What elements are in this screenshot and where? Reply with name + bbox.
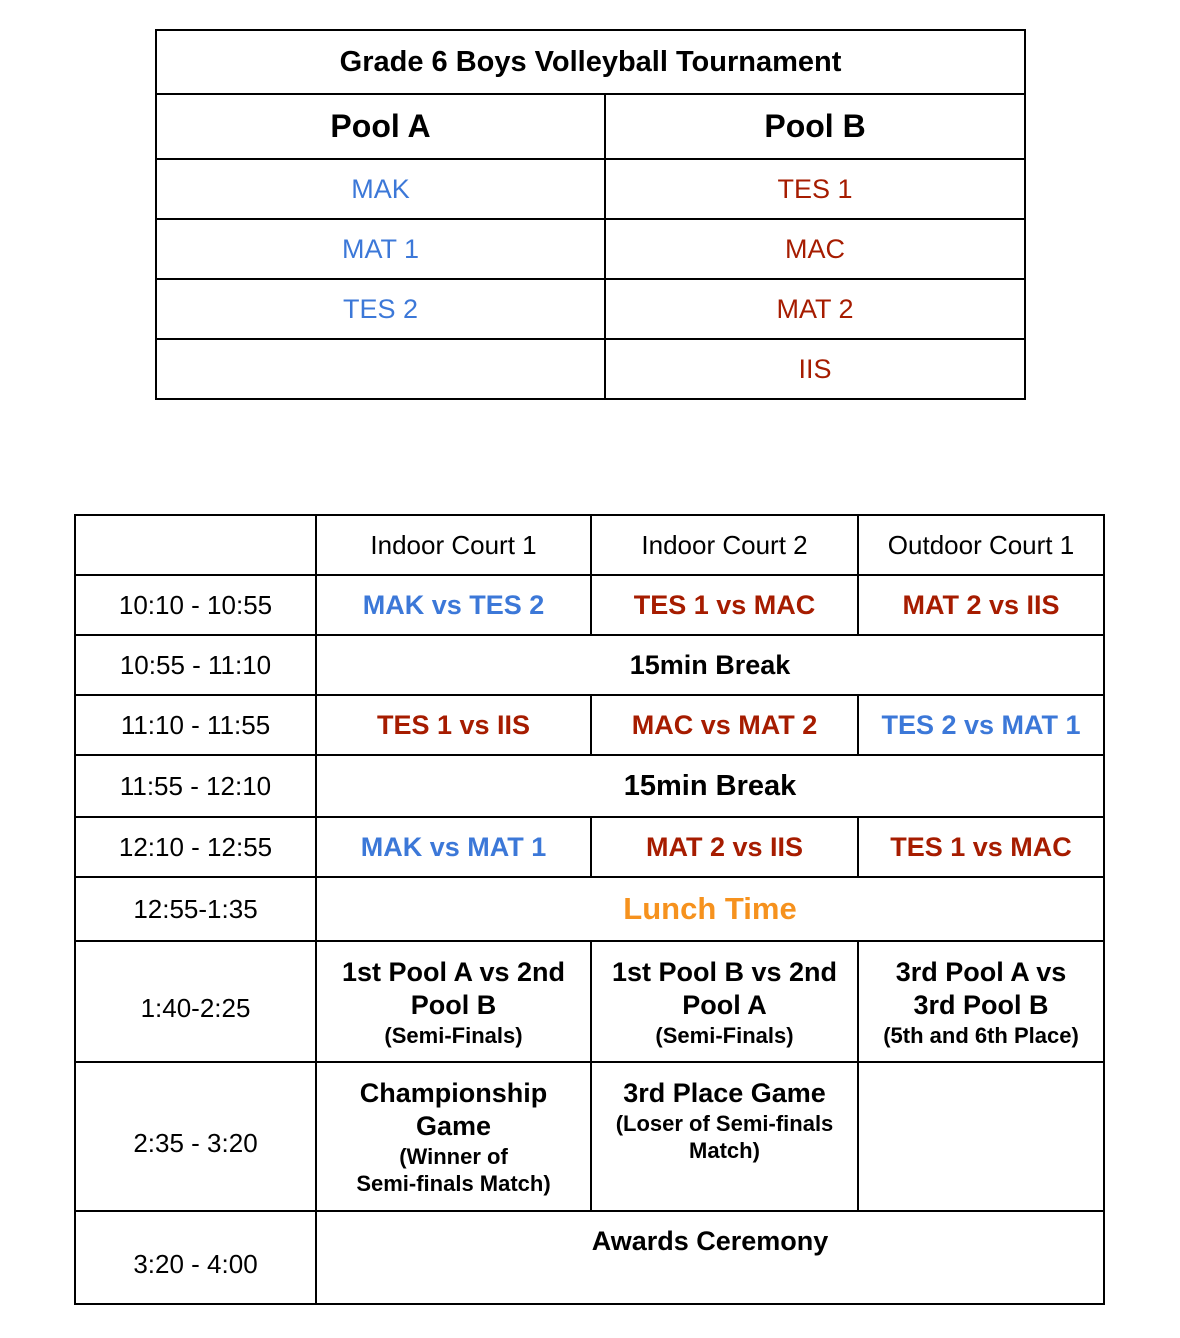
time-slot: 12:55-1:35 xyxy=(75,877,316,941)
schedule-row xyxy=(75,575,1104,635)
schedule-row xyxy=(75,695,1104,755)
match-title: 3rd Pool A vs xyxy=(895,957,1067,987)
schedule-row xyxy=(75,817,1104,877)
match-note: Semi-finals Match) xyxy=(356,1171,551,1196)
match-note: (Semi-Finals) xyxy=(384,1023,523,1048)
empty-cell xyxy=(858,1062,1104,1211)
tournament-title: Grade 6 Boys Volleyball Tournament xyxy=(156,30,1025,94)
header-indoor-court-1: Indoor Court 1 xyxy=(316,515,591,575)
time-slot: 3:20 - 4:00 xyxy=(75,1211,316,1304)
header-outdoor-court-1: Outdoor Court 1 xyxy=(858,515,1104,575)
pool-a-header: Pool A xyxy=(156,94,605,159)
break-cell: 15min Break xyxy=(316,755,1104,817)
awards-cell: Awards Ceremony xyxy=(316,1211,1104,1304)
match-note: (Loser of Semi-finals xyxy=(615,1111,834,1136)
schedule-row xyxy=(75,635,1104,695)
match-cell: MAT 2 vs IIS xyxy=(591,817,858,877)
match-title: 1st Pool A vs 2nd xyxy=(341,957,566,987)
match-title: Pool A xyxy=(682,990,767,1020)
time-slot: 11:10 - 11:55 xyxy=(75,695,316,755)
match-note: Match) xyxy=(689,1138,760,1163)
match-cell: TES 1 vs MAC xyxy=(858,817,1104,877)
match-cell: MAK vs MAT 1 xyxy=(316,817,591,877)
match-cell: MAT 2 vs IIS xyxy=(858,575,1104,635)
match-note: (Winner of xyxy=(399,1144,508,1169)
pool-b-team: IIS xyxy=(605,339,1025,399)
time-slot: 2:35 - 3:20 xyxy=(75,1062,316,1211)
schedule-row xyxy=(75,877,1104,941)
match-cell: TES 1 vs MAC xyxy=(591,575,858,635)
pool-a-team: TES 2 xyxy=(156,279,605,339)
header-indoor-court-2: Indoor Court 2 xyxy=(591,515,858,575)
match-cell: TES 2 vs MAT 1 xyxy=(858,695,1104,755)
time-slot: 10:55 - 11:10 xyxy=(75,635,316,695)
pool-b-team: TES 1 xyxy=(605,159,1025,219)
pool-b-team: MAC xyxy=(605,219,1025,279)
schedule-table xyxy=(74,514,1105,1305)
schedule-header-row xyxy=(75,515,1104,575)
pool-a-team: MAT 1 xyxy=(156,219,605,279)
time-slot: 1:40-2:25 xyxy=(75,941,316,1062)
schedule-row xyxy=(75,941,1104,1062)
schedule-row xyxy=(75,755,1104,817)
pool-b-team: MAT 2 xyxy=(605,279,1025,339)
placement-cell xyxy=(858,941,1104,1062)
semifinal-cell xyxy=(316,941,591,1062)
match-cell: MAC vs MAT 2 xyxy=(591,695,858,755)
match-cell: TES 1 vs IIS xyxy=(316,695,591,755)
match-title: 3rd Place Game xyxy=(623,1078,826,1108)
match-title: 1st Pool B vs 2nd xyxy=(611,957,838,987)
match-title: Game xyxy=(415,1111,492,1141)
match-title: Pool B xyxy=(410,990,497,1020)
pool-table xyxy=(155,29,1026,400)
time-slot: 12:10 - 12:55 xyxy=(75,817,316,877)
match-title: Championship xyxy=(359,1078,548,1108)
match-note: (5th and 6th Place) xyxy=(883,1023,1079,1048)
time-slot: 10:10 - 10:55 xyxy=(75,575,316,635)
header-blank xyxy=(75,515,316,575)
championship-cell xyxy=(316,1062,591,1211)
semifinal-cell xyxy=(591,941,858,1062)
match-note: (Semi-Finals) xyxy=(655,1023,794,1048)
schedule-row xyxy=(75,1211,1104,1304)
pool-a-team: MAK xyxy=(156,159,605,219)
lunch-cell: Lunch Time xyxy=(316,877,1104,941)
schedule-row xyxy=(75,1062,1104,1211)
pool-a-team xyxy=(156,339,605,399)
match-title: 3rd Pool B xyxy=(913,990,1049,1020)
break-cell: 15min Break xyxy=(316,635,1104,695)
time-slot: 11:55 - 12:10 xyxy=(75,755,316,817)
match-cell: MAK vs TES 2 xyxy=(316,575,591,635)
third-place-cell xyxy=(591,1062,858,1211)
pool-b-header: Pool B xyxy=(605,94,1025,159)
